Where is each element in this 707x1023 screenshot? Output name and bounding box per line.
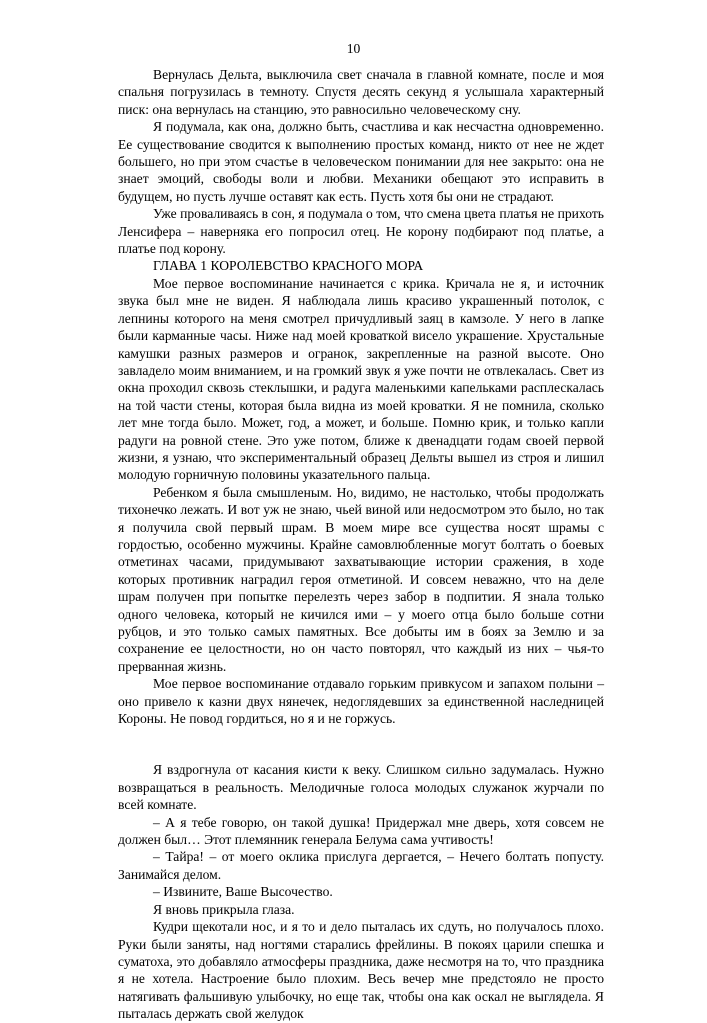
paragraph: Ребенком я была смышленым. Но, видимо, не настолько, чтобы продолжать тихонечко лежать. И вот уж не знаю, чьей виной или недосмотром это было, но так я получила свой первый шрам. В моем мире все существа носят шрамы с гордостью, особенно мужчины. Крайне самовлюбленные могут болтать о боевых отметинах часами, придумывают захватывающие истории сражения, в ходе которых противник наградил героя отметиной. И совсем неважно, что на деле шрам получен при попытке перелезть через забор в подпитии. Я знала только одного человека, который не кичился ими – у моего отца было больше сотни рубцов, и это только самых памятных. Все добыты им в боях за Землю и за сохранение ее целостности, но он часто повторял, что каждый из них – чья-то прерванная жизнь. <box>118 484 604 674</box>
dialogue-line: – Извините, Ваше Высочество. <box>153 884 333 900</box>
paragraph: Я вновь прикрыла глаза. <box>153 901 295 917</box>
paragraph: Я подумала, как она, должно быть, счастлива и как несчастна одновременно. Ее существование сводится к выполнению простых команд, никто от нее не ждет большего, но при этом счастье в человеческом понимании для нее закрыто: она не знает эмоций, свободы воли и любви. Механики обещают это исправить в будущем, но пусть лучше оставят как есть. Пусть хотя бы они не страдают. <box>118 119 604 204</box>
paragraph: Кудри щекотали нос, и я то и дело пыталась их сдуть, но получалось плохо. Руки были заняты, над ногтями старались фрейлины. В покоях царили спешка и суматоха, это добавляло атмосферы праздника, даже несмотря на то, что праздника я не хотела. Настроение было плохим. Весь вечер мне предстояло не просто натягивать фальшивую улыбочку, но еще так, чтобы она как оскал не выглядела. Я пыталась держать свой желудок <box>118 919 604 1022</box>
dialogue-line: – Тайра! – от моего оклика прислуга дергается, – Нечего болтать попусту. Занимайся делом. <box>118 849 604 882</box>
body-text <box>118 66 604 1023</box>
paragraph: Я вздрогнула от касания кисти к веку. Слишком сильно задумалась. Нужно возвращаться в реальность. Мелодичные голоса молодых служанок журчали по всей комнате. <box>118 762 604 813</box>
paragraph: Вернулась Дельта, выключила свет сначала в главной комнате, после и моя спальня погрузилась в темноту. Спустя десять секунд я услышала характерный писк: она вернулась на станцию, это равносильно человеческому сну. <box>118 67 604 117</box>
chapter-title: ГЛАВА 1 КОРОЛЕВСТВО КРАСНОГО МОРА <box>153 258 424 274</box>
paragraph: Мое первое воспоминание отдавало горьким привкусом и запахом полыни – оно привело к казни двух нянечек, недоглядевших за единственной наследницей Короны. Не повод гордиться, но я и не горжусь. <box>118 676 604 727</box>
paragraph: Мое первое воспоминание начинается с крика. Кричала не я, и источник звука был мне не виден. Я наблюдала лишь красиво украшенный потолок, с лепнины которого на меня смотрел причудливый заяц в камзоле. У него в лапке были карманные часы. Ниже над моей кроваткой висело украшение. Хрустальные камушки разных размеров и огранок, закрепленные на разной высоте. Оно завладело моим вниманием, и на громкий звук я уже почти не отвлекалась. Свет из окна проходил сквозь стеклышки, и радуга маленькими капельками расплескалась на той части стены, которая была видна из моей кроватки. Я не помнила, сколько лет мне тогда было. Может, год, а может, и больше. Помню крик, и только капли радуги на ровной стене. Это уже потом, ближе к двенадцати годам своей первой жизни, я узнаю, что экспериментальный образец Дельты вышел из строя и лишил молодую горничную половины указательного пальца. <box>118 275 604 483</box>
paragraph: Уже проваливаясь в сон, я подумала о том, что смена цвета платья не прихоть Ленсифера – наверняка его попросил отец. Не корону подбирают под платье, а платье под корону. <box>118 206 604 257</box>
section-break <box>118 727 604 761</box>
dialogue-line: – А я тебе говорю, он такой душка! Придержал мне дверь, хотя совсем не должен был… Этот племянник генерала Белума сама учтивость! <box>118 814 604 848</box>
page-number: 10 <box>346 41 361 56</box>
